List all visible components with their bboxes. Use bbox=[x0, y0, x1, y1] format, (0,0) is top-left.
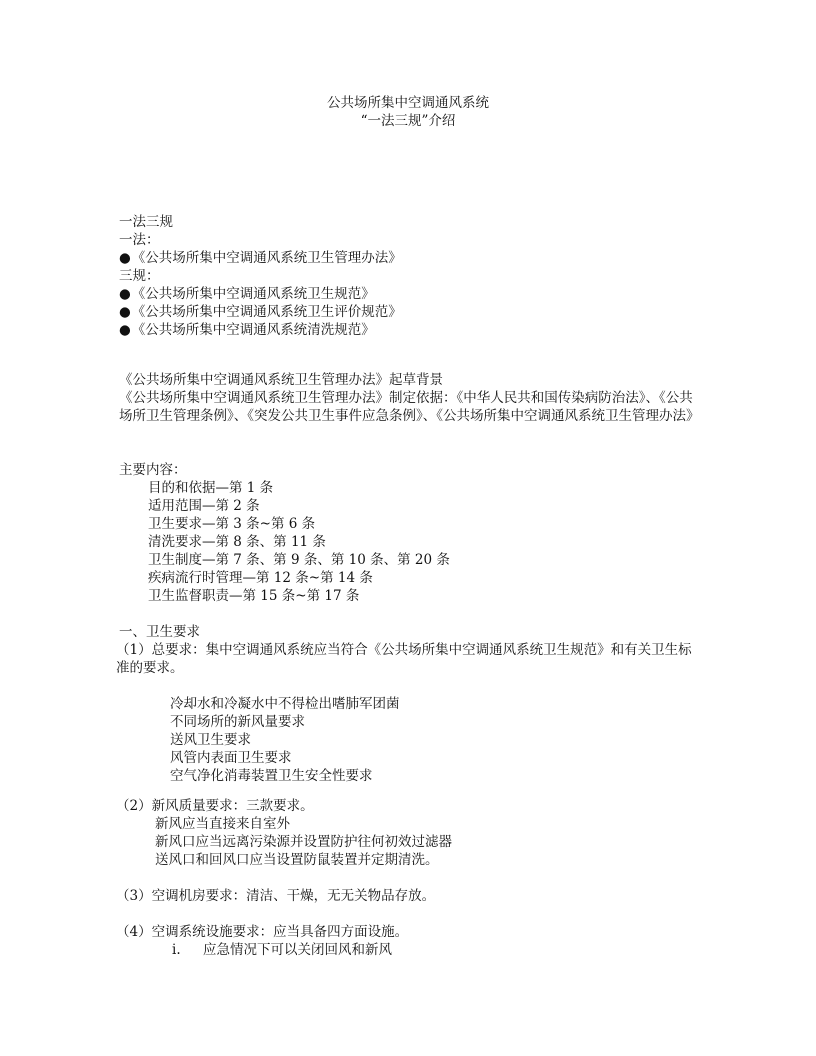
facility-item: 应急情况下可以关闭回风和新风 bbox=[203, 942, 392, 958]
title-line-1: 公共场所集中空调通风系统 bbox=[327, 95, 489, 111]
title-line-2: “一法三规”介绍 bbox=[360, 113, 456, 129]
rule-item-text: 《公共场所集中空调通风系统卫生规范》 bbox=[131, 286, 375, 302]
general-requirement: （1）总要求：集中空调通风系统应当符合《公共场所集中空调通风系统卫生规范》和有关卫生标准的要求。 bbox=[116, 642, 692, 676]
background-heading: 《公共场所集中空调通风系统卫生管理办法》起草背景 bbox=[119, 372, 443, 388]
rule-item bbox=[119, 303, 402, 321]
content-item: 疾病流行时管理—第 12 条~第 14 条 bbox=[148, 570, 373, 586]
rule-item bbox=[119, 321, 375, 339]
rule-item-text: 《公共场所集中空调通风系统卫生评价规范》 bbox=[131, 304, 402, 320]
main-content-heading: 主要内容： bbox=[119, 462, 187, 478]
fresh-air-item: 新风口应当远离污染源并设置防护往何初效过滤器 bbox=[155, 834, 452, 850]
rule-item-text: 《公共场所集中空调通风系统清洗规范》 bbox=[131, 322, 375, 338]
content-item: 卫生要求—第 3 条~第 6 条 bbox=[148, 516, 316, 532]
law-item bbox=[119, 249, 402, 267]
law-item-text: 《公共场所集中空调通风系统卫生管理办法》 bbox=[131, 250, 402, 266]
three-rules-label: 三规： bbox=[119, 268, 160, 284]
facilities-requirement: （4）空调系统设施要求：应当具备四方面设施。 bbox=[116, 924, 409, 940]
general-item: 不同场所的新风量要求 bbox=[170, 714, 305, 730]
rule-item bbox=[119, 285, 375, 303]
general-item: 冷却水和冷凝水中不得检出嗜肺军团菌 bbox=[170, 696, 400, 712]
facility-item-marker: i. bbox=[172, 942, 181, 958]
hygiene-heading: 一、卫生要求 bbox=[119, 624, 200, 640]
one-law-label: 一法： bbox=[119, 232, 160, 248]
fresh-air-item: 送风口和回风口应当设置防鼠装置并定期清洗。 bbox=[155, 852, 439, 868]
content-item: 适用范围—第 2 条 bbox=[148, 498, 260, 514]
general-item: 风管内表面卫生要求 bbox=[170, 750, 292, 766]
background-basis: 《公共场所集中空调通风系统卫生管理办法》制定依据：《中华人民共和国传染病防治法》、《公共场所卫生管理条例》、《突发公共卫生事件应急条例》、《公共场所集中空调通风系统卫生管理办法》 bbox=[119, 390, 700, 424]
machine-room-requirement: （3）空调机房要求：清洁、干燥，无无关物品存放。 bbox=[116, 888, 436, 904]
fresh-air-requirement: （2）新风质量要求：三款要求。 bbox=[116, 798, 314, 814]
content-item: 目的和依据—第 1 条 bbox=[148, 480, 274, 496]
content-item: 清洗要求—第 8 条、第 11 条 bbox=[148, 534, 326, 550]
general-item: 送风卫生要求 bbox=[170, 732, 251, 748]
content-item: 卫生制度—第 7 条、第 9 条、第 10 条、第 20 条 bbox=[148, 552, 450, 568]
laws-heading: 一法三规 bbox=[119, 214, 173, 230]
content-item: 卫生监督职责—第 15 条~第 17 条 bbox=[148, 588, 360, 604]
fresh-air-item: 新风应当直接来自室外 bbox=[155, 816, 290, 832]
general-item: 空气净化消毒装置卫生安全性要求 bbox=[170, 768, 373, 784]
